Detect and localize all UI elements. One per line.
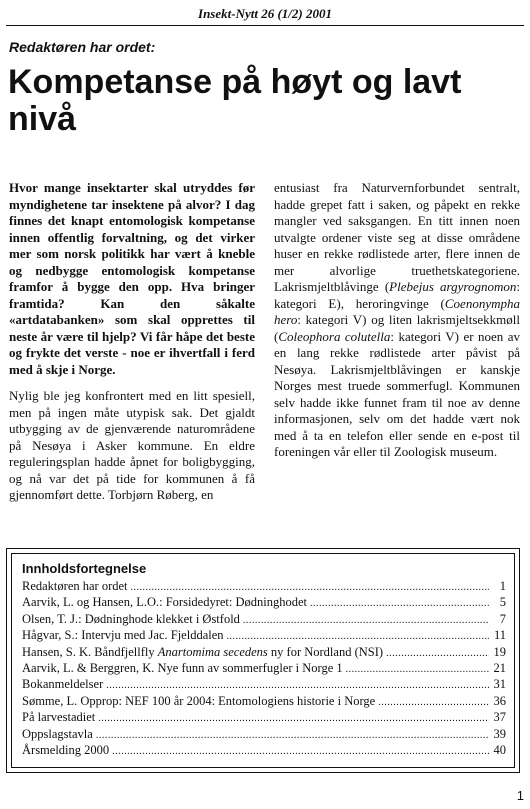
header-rule xyxy=(6,25,524,26)
toc-entry-label xyxy=(22,727,93,742)
toc-entry[interactable] xyxy=(22,595,506,611)
toc-entry-species: Anartomima secedens xyxy=(157,644,268,659)
toc-leader-dots xyxy=(227,629,489,644)
body-text-segment: : kategori V) og liten lakrismjeltsekkmøll ( xyxy=(274,312,520,344)
toc-entry-text: Sømme, L. Opprop: NEF 100 år 2004: Entomologiens historie i Norge xyxy=(22,693,376,708)
toc-entry[interactable] xyxy=(22,579,506,595)
toc-entry[interactable] xyxy=(22,743,506,759)
article-title: Kompetanse på høyt og lavt nivå xyxy=(8,63,462,138)
toc-entry[interactable] xyxy=(22,710,506,726)
toc-entry-text: ny for Nordland (NSI) xyxy=(267,644,384,659)
toc-entry-page: 21 xyxy=(493,661,506,676)
toc-entry-text: På larvestadiet xyxy=(22,710,96,725)
species-name: Coleophora colutella xyxy=(278,328,391,344)
toc-leader-dots xyxy=(131,580,489,595)
toc-leader-dots xyxy=(243,613,489,628)
toc-entry[interactable] xyxy=(22,727,506,743)
toc-entry[interactable] xyxy=(22,694,506,710)
toc-entry-label xyxy=(22,743,109,758)
toc-list xyxy=(22,579,506,759)
species-name: Plebejus argyrognomon xyxy=(389,279,517,294)
article-kicker: Redaktøren har ordet: xyxy=(9,39,156,55)
page-number: 1 xyxy=(516,788,524,803)
toc-entry-label xyxy=(22,595,307,610)
toc-leader-dots xyxy=(96,728,489,743)
toc-entry-text: Olsen, T. J.: Dødninghode klekket i Østfold xyxy=(22,611,240,626)
toc-entry-label xyxy=(22,661,343,676)
toc-entry-text: Aarvik, L. & Berggren, K. Nye funn av sommerfugler i Norge 1 xyxy=(22,661,343,676)
toc-entry[interactable] xyxy=(22,677,506,693)
toc-entry-page: 5 xyxy=(499,595,506,610)
toc-entry-text: Hågvar, S.: Intervju med Jac. Fjelddalen xyxy=(22,628,224,643)
toc-leader-dots xyxy=(310,596,489,611)
toc-entry[interactable] xyxy=(22,661,506,677)
toc-entry-text: Årsmelding 2000 xyxy=(22,743,110,758)
toc-entry-page: 1 xyxy=(499,579,506,593)
article-column-right xyxy=(274,180,520,461)
species-name: Coenonympha hero xyxy=(274,295,520,327)
toc-entry-page: 40 xyxy=(493,743,506,758)
toc-entry[interactable] xyxy=(22,645,506,661)
toc-entry-page: 39 xyxy=(493,726,506,741)
toc-entry[interactable] xyxy=(22,628,506,644)
toc-leader-dots xyxy=(112,744,489,759)
toc-entry-page: 37 xyxy=(493,710,506,725)
toc-entry-label xyxy=(22,710,95,725)
toc-entry-text: Redaktøren har ordet xyxy=(22,579,128,593)
body-text-segment: : kategori E), heroringvinge ( xyxy=(274,279,520,311)
toc-entry-label xyxy=(22,645,383,660)
toc-leader-dots xyxy=(378,695,489,710)
toc-entry-label xyxy=(22,677,103,692)
article-lead: Hvor mange insektarter skal utryddes før myndighetene tar insektene på alvor? I dag finnes det knapt entomologisk kompetanse innen offentlig forvaltning, og det virker mer som norsk politikk har vært å kneble og nedbygge entomologisk kompetanse framfor å bygge den opp. Hva bringer framtida? Kan den såkalte «artdatabanken» som skal opprettes til neste år være til hjelp? Vi får håpe det beste og frykte det verste - noe er ihvertfall i ferd med å skje i Norge. xyxy=(9,180,255,377)
toc-inner-frame xyxy=(11,553,515,768)
toc-entry-label xyxy=(22,579,128,594)
toc-leader-dots xyxy=(386,646,489,661)
toc-entry-page: 31 xyxy=(493,677,506,692)
body-text-segment: : kategori V) er noen av en lang rekke rødlistede arter påvist på Nesøya. Lakrismjeltblåvingen er kanskje Norges mest truede sommerfugl. Kommunen selv hadde ikke funnet fram til noe av denne informasjonen, selv om det hadde vært nok med å ta en telefon eller sende en e-post til foreningen vår eller til Zoologisk museum. xyxy=(274,328,520,459)
table-of-contents xyxy=(6,548,520,773)
toc-entry-text: Hansen, S. K. Båndfjellfly xyxy=(22,644,158,659)
article-body-left: Nylig ble jeg konfrontert med en litt spesiell, men på ingen måte utypisk sak. Det gjaldt utbygging av de gjenværende naturområdene på Nesøya i Asker kommune. En eldre reguleringsplan hadde åpnet for boligbygging, og nå var det på tide for kommunen å få gjennomført dette. Torbjørn Røberg, en xyxy=(9,388,255,502)
toc-entry-label xyxy=(22,612,240,627)
toc-entry-page: 19 xyxy=(493,644,506,659)
article-body-right xyxy=(274,180,520,461)
toc-entry-text: Aarvik, L. og Hansen, L.O.: Forsidedyret: Dødninghodet xyxy=(22,595,308,610)
toc-entry-page: 36 xyxy=(493,693,506,708)
toc-entry-text: Oppslagstavla xyxy=(22,726,93,741)
article-column-left xyxy=(9,180,255,504)
toc-leader-dots xyxy=(106,678,489,693)
toc-leader-dots xyxy=(346,662,489,677)
toc-entry-page: 11 xyxy=(493,628,506,643)
body-text-segment: entusiast fra Naturvernforbundet sentralt, hadde grepet fatt i saken, og påpekt en rekke mangler ved saksgangen. En titt innen noen utvalgte ordener viste seg at disse områdene huser en rekke rødlistede arter, flere innen de mer alvorlige truethetskategoriene. Lakrismjeltblåvinge ( xyxy=(274,180,520,294)
journal-header: Insekt-Nytt 26 (1/2) 2001 xyxy=(198,6,332,21)
toc-leader-dots xyxy=(98,711,489,726)
toc-entry-label xyxy=(22,628,224,643)
toc-entry-text: Bokanmeldelser xyxy=(22,677,104,692)
toc-entry[interactable] xyxy=(22,612,506,628)
toc-entry-page: 7 xyxy=(499,611,506,626)
toc-title: Innholdsfortegnelse xyxy=(22,561,147,576)
toc-entry-label xyxy=(22,694,375,709)
